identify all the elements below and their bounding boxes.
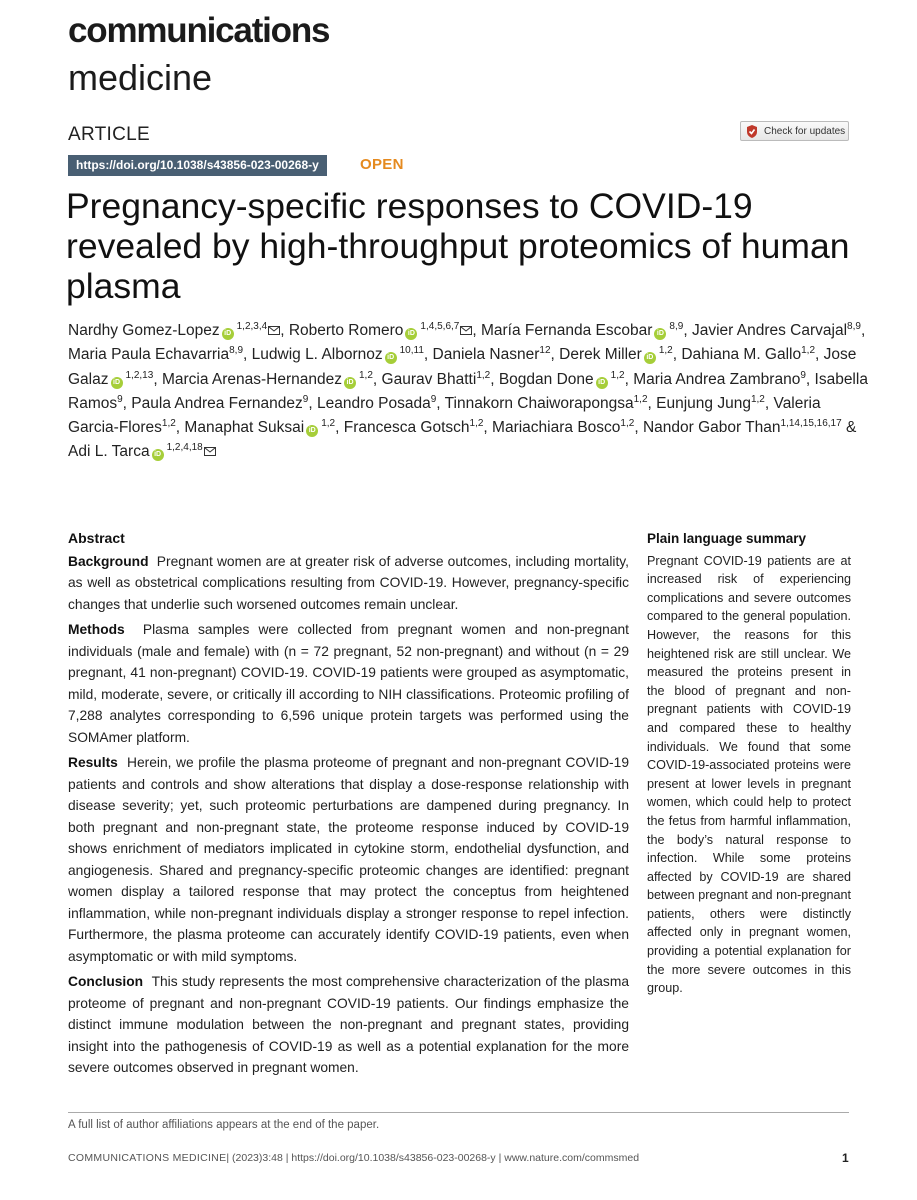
author-name: Francesca Gotsch <box>343 419 470 437</box>
author[interactable] <box>317 395 436 412</box>
author-affiliation-sup: 1,2 <box>610 369 625 381</box>
author-affiliation-sup: 1,2,13 <box>125 369 154 381</box>
check-for-updates-label: Check for updates <box>764 125 846 137</box>
author-affiliation-sup: 1,2 <box>359 369 373 381</box>
email-envelope-icon[interactable] <box>204 447 216 456</box>
author-name: Paula Andrea Fernandez <box>131 394 303 412</box>
crossmark-icon <box>746 125 758 138</box>
author-name: Marcia Arenas-Hernandez <box>161 370 342 388</box>
author-affiliation-sup: 9 <box>302 393 309 405</box>
orcid-icon[interactable]: iD <box>654 328 666 340</box>
author-affiliation-sup: 1,2 <box>633 393 648 405</box>
author-name: Derek Miller <box>559 346 642 364</box>
orcid-icon[interactable]: iD <box>111 377 123 389</box>
author-affiliation-sup: 8,9 <box>847 321 861 332</box>
author-name: Mariachiara Bosco <box>492 419 621 437</box>
author-affiliation-sup: 1,2 <box>658 345 673 357</box>
plain-language-summary <box>647 530 851 998</box>
author-name: Ludwig L. Albornoz <box>251 346 383 364</box>
doi-link[interactable]: https://doi.org/10.1038/s43856-023-00268-y <box>68 155 327 176</box>
orcid-icon[interactable]: iD <box>644 352 656 364</box>
author[interactable] <box>445 395 648 412</box>
check-for-updates-button[interactable] <box>740 121 849 141</box>
author[interactable] <box>344 419 484 436</box>
author-name: Gaurav Bhatti <box>381 370 477 388</box>
author-name: Jose Galaz <box>68 346 857 388</box>
author-affiliation-sup: 10,11 <box>399 345 424 357</box>
orcid-icon[interactable]: iD <box>344 377 356 389</box>
author[interactable] <box>68 443 216 460</box>
author-affiliation-sup: 9 <box>800 369 806 381</box>
author-name: Maria Andrea Zambrano <box>633 370 801 388</box>
author[interactable] <box>382 371 491 388</box>
author-affiliation-sup: 12 <box>539 345 551 357</box>
author-affiliation-sup: 1,2,4,18 <box>166 442 203 454</box>
author-name: Isabella Ramos <box>68 370 868 412</box>
author-name: María Fernanda Escobar <box>480 322 653 339</box>
author-name: Leandro Posada <box>316 394 431 412</box>
abstract-background: Background Pregnant women are at greater risk of adverse outcomes, including mortality, as well as obstetrical complications resulting from COVID-19. However, pregnancy-specific changes that underlie such worsened outcomes remain unclear. <box>68 553 629 612</box>
author-affiliation-sup: 1,2 <box>801 345 816 357</box>
footer-citation <box>68 1152 639 1164</box>
journal-name-line1: communications <box>68 11 330 50</box>
author[interactable] <box>184 419 335 436</box>
author-name: Nardhy Gomez-Lopez <box>68 322 220 339</box>
author-affiliation-sup: 1,4,5,6,7 <box>420 321 460 332</box>
author[interactable] <box>68 322 280 339</box>
author-name: Daniela Nasner <box>432 346 540 364</box>
author[interactable] <box>162 371 373 388</box>
author[interactable] <box>289 322 473 339</box>
author-name: Adi L. Tarca <box>68 443 150 461</box>
author-name: Roberto Romero <box>288 322 404 339</box>
author-name: Javier Andres Carvajal <box>691 322 848 339</box>
abstract-results: Results Herein, we profile the plasma proteome of pregnant and non-pregnant COVID-19 patients and controls and show alterations that display a dose-response relationship with disease severity; yet, such proteomic perturbations are dampened during pregnancy. In both pregnant and non-pregnant state, the proteome response induced by COVID-19 shows enrichment of mediators implicated in cytokine storm, endothelial dysfunction, and angiogenesis. Shared and pregnancy-specific proteomic changes are identified: pregnant women display a tailored response that may protect the conceptus from heightened inflammation, while non-pregnant individuals display a stronger response to repel infection. Furthermore, the plasma proteome can accurately identify COVID-19 patients, even when asymptomatic or with mild symptoms. <box>68 755 629 964</box>
author[interactable] <box>68 346 243 363</box>
author[interactable] <box>492 419 634 436</box>
footer-divider <box>68 1112 849 1113</box>
author-name: Valeria Garcia-Flores <box>68 394 821 437</box>
email-envelope-icon[interactable] <box>460 326 472 335</box>
author-name: Manaphat Suksai <box>184 419 305 437</box>
abstract-heading: Abstract <box>68 530 125 546</box>
author-list: Nardhy Gomez-Lopez iD$^{1,2,3,4}$ , Roberto Romero iD$^{1,4,5,6,7}$ , María Fernanda Escobar iD$^{8,9}$, Javier Andres Carvajal$^{8,9}$, Maria Paula Echavarria$^{8,9}$, Ludwig L. Albornoz iD$^{10,11}$, Daniela Nasner$^{12}$, Derek Miller iD$^{1,2}$, Dahiana M. Gallo$^{1,2}$, Jose Galaz iD$^{1,2,13}$, Marcia Arenas-Hernandez iD$^{1,2}$, Gaurav Bhatti$^{1,2}$, Bogdan Done iD$^{1,2}$, Maria Andrea Zambrano$^9$, Isabella Ramos$^9$, Paula Andrea Fernandez$^9$, Leandro Posada$^9$, Tinnakorn Chaiworapongsa$^{1,2}$, Eunjung Jung$^{1,2}$, Valeria Garcia-Flores$^{1,2}$, Manaphat Suksai iD$^{1,2}$, Francesca Gotsch$^{1,2}$, Mariachiara Bosco$^{1,2}$, Nandor Gabor Than$^{1,14,15,16,17}$ & Adi L. Tarca iD$^{1,2,4,18}$ <box>68 321 868 461</box>
author-affiliation-sup: 1,14,15,16,17 <box>780 418 842 430</box>
author-name: Nandor Gabor Than <box>642 419 781 437</box>
author[interactable] <box>643 419 842 436</box>
author[interactable] <box>559 346 673 363</box>
author-name: Bogdan Done <box>498 370 594 388</box>
abstract-conclusion: Conclusion This study represents the most comprehensive characterization of the plasma proteome of pregnant and non-pregnant COVID-19 patients. Our findings emphasize the distinct immune modulation between the non-pregnant and pregnant states, providing insight into the pathogenesis of COVID-19 as well as a potential explanation for the more severe outcomes observed in pregnant women. <box>68 974 629 1075</box>
plain-language-text: Pregnant COVID-19 patients are at increased risk of experiencing complications and severe outcomes compared to the general population. However, the reasons for this heightened risk are still unclear. We measured the proteins present in the blood of pregnant and non-pregnant patients with COVID-19 and compared these to healthy individuals. We found that some COVID-19-associated proteins were present at lower levels in pregnant women, which could help to protect the fetus from harmful inflammation, the body’s natural response to infection. While some proteins affected by COVID-19 are shared between pregnant and non-pregnant patients, others were distinctly affected only in pregnant women, providing a potential explanation for the more severe outcomes in this group. <box>647 553 851 996</box>
author[interactable] <box>656 395 765 412</box>
author[interactable] <box>499 371 625 388</box>
author[interactable] <box>681 346 815 363</box>
author-affiliation-sup: 1,2 <box>321 418 336 430</box>
author[interactable] <box>433 346 551 363</box>
orcid-icon[interactable]: iD <box>306 425 318 437</box>
author-affiliation-sup: 8,9 <box>229 345 244 357</box>
abstract <box>68 528 629 1083</box>
author-affiliation-sup: 1,2 <box>469 418 484 430</box>
orcid-icon[interactable]: iD <box>596 377 608 389</box>
open-access-badge: OPEN <box>360 156 404 173</box>
orcid-icon[interactable]: iD <box>152 449 164 461</box>
journal-name-line2: medicine <box>68 57 213 98</box>
email-envelope-icon[interactable] <box>268 326 280 335</box>
author-affiliation-sup: 1,2 <box>161 418 176 430</box>
author[interactable] <box>252 346 424 363</box>
abstract-methods: Methods Plasma samples were collected from pregnant women and non-pregnant individuals (male and female) with (n = 72 pregnant, 52 non-pregnant) and without (n = 29 pregnant, 41 non-pregnant) COVID-19. COVID-19 patients were grouped as asymptomatic, mild, moderate, severe, or critically ill according to NIH classifications. Proteomic profiling of 7,288 analytes corresponding to 6,596 unique protein targets was performed using the SOMAmer platform. <box>68 622 629 745</box>
article-type-label: ARTICLE <box>68 124 150 145</box>
plain-language-heading: Plain language summary <box>647 531 807 546</box>
author-affiliation-sup: 1,2,3,4 <box>236 321 268 332</box>
footer-journal-name: COMMUNICATIONS MEDICINE <box>68 1152 227 1164</box>
author-affiliation-sup: 9 <box>430 393 437 405</box>
author-affiliation-sup: 1,2 <box>620 418 635 430</box>
footer-citation-text[interactable]: | (2023)3:48 | https://doi.org/10.1038/s43856-023-00268-y | www.nature.com/commsmed <box>226 1152 640 1164</box>
author-affiliation-sup: 1,2 <box>476 369 491 381</box>
author-affiliation-sup: 9 <box>117 393 123 405</box>
orcid-icon[interactable]: iD <box>385 352 397 364</box>
author-name: Maria Paula Echavarria <box>68 346 230 364</box>
article-title: Pregnancy-specific responses to COVID-19 revealed by high-throughput proteomics of human plasma <box>66 186 850 306</box>
author-affiliation-sup: 8,9 <box>669 321 684 332</box>
page-number: 1 <box>842 1151 849 1165</box>
author-affiliation-sup: 1,2 <box>750 393 765 405</box>
author-name: Tinnakorn Chaiworapongsa <box>444 394 634 412</box>
affiliations-note: A full list of author affiliations appears at the end of the paper. <box>68 1119 380 1131</box>
orcid-icon[interactable]: iD <box>222 328 234 340</box>
author[interactable] <box>692 322 861 339</box>
author[interactable] <box>131 395 308 412</box>
author[interactable] <box>633 371 806 388</box>
author-name: Eunjung Jung <box>656 394 751 412</box>
author[interactable] <box>481 322 683 339</box>
orcid-icon[interactable]: iD <box>405 328 417 340</box>
author-name: Dahiana M. Gallo <box>681 346 802 364</box>
